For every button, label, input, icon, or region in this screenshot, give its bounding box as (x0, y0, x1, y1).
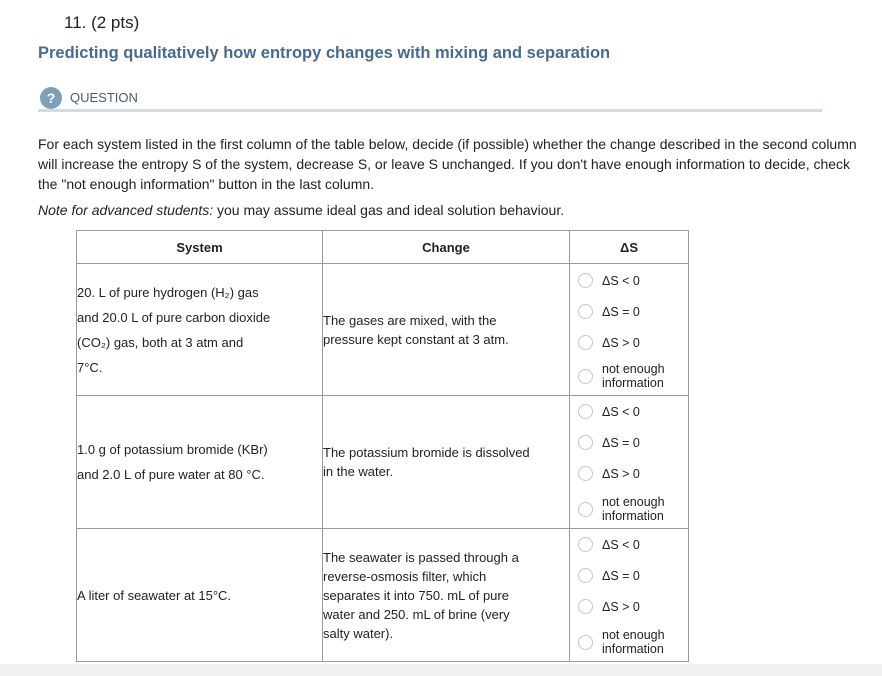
option-not-enough-info[interactable] (578, 628, 682, 656)
note-label: Note for advanced students: (38, 202, 214, 218)
change-cell (323, 264, 570, 396)
header-change: Change (323, 231, 570, 264)
option-label: ΔS = 0 (602, 435, 640, 450)
radio-button[interactable] (578, 599, 593, 614)
system-line: and 2.0 L of pure water at 80 °C. (77, 467, 265, 482)
change-cell (323, 529, 570, 662)
change-line: The gases are mixed, with the (323, 312, 497, 328)
option-label: ΔS > 0 (602, 599, 640, 614)
option-not-enough-info[interactable] (578, 362, 682, 390)
radio-button[interactable] (578, 537, 593, 552)
question-help-icon[interactable]: ? (40, 87, 62, 109)
option-positive[interactable] (578, 466, 640, 481)
table-header-row (77, 231, 689, 264)
note-text: you may assume ideal gas and ideal solution behaviour. (213, 202, 565, 218)
header-delta-s: ΔS (570, 231, 689, 264)
radio-button[interactable] (578, 635, 593, 650)
question-type-label: QUESTION (70, 90, 138, 105)
radio-button[interactable] (578, 404, 593, 419)
system-line: 1.0 g of potassium bromide (KBr) (77, 442, 268, 457)
option-label: ΔS < 0 (602, 273, 640, 288)
option-label: not enough information (602, 362, 665, 390)
change-line: water and 250. mL of brine (very (323, 606, 510, 622)
radio-button[interactable] (578, 568, 593, 583)
delta-s-options (570, 264, 689, 396)
option-label: ΔS < 0 (602, 537, 640, 552)
question-intro: For each system listed in the first column of the table below, decide (if possible) whether the change described in the second column will increase the entropy S of the system, decrease S, or leave S unchanged. If you don't have enough information to decide, check the "not enough information" button in the last column. (38, 136, 857, 192)
change-line: The seawater is passed through a (323, 549, 519, 565)
change-line: in the water. (323, 464, 394, 479)
change-line: The potassium bromide is dissolved (323, 445, 530, 460)
change-cell (323, 396, 570, 529)
question-divider (38, 109, 822, 112)
option-zero[interactable] (578, 304, 640, 319)
radio-button[interactable] (578, 502, 593, 517)
delta-s-options (570, 396, 689, 529)
question-title: Predicting qualitatively how entropy changes with mixing and separation (38, 44, 611, 62)
radio-button[interactable] (578, 304, 593, 319)
header-system: System (77, 231, 323, 264)
table-row (77, 529, 689, 662)
system-line: 7°C. (77, 359, 103, 375)
table-row (77, 264, 689, 396)
option-label: ΔS = 0 (602, 568, 640, 583)
system-cell (77, 529, 323, 662)
option-label: not enough information (602, 628, 665, 656)
delta-s-options (570, 529, 689, 662)
question-number: 11. (2 pts) (64, 13, 140, 32)
change-line: salty water). (323, 625, 394, 641)
entropy-table (76, 230, 689, 662)
radio-button[interactable] (578, 466, 593, 481)
option-label: not enough information (602, 495, 665, 523)
system-cell (77, 396, 323, 529)
option-negative[interactable] (578, 404, 640, 419)
change-line: separates it into 750. mL of pure (323, 587, 509, 603)
radio-button[interactable] (578, 273, 593, 288)
option-label: ΔS > 0 (602, 335, 640, 350)
option-negative[interactable] (578, 537, 640, 552)
system-line: and 20.0 L of pure carbon dioxide (77, 309, 271, 325)
change-line: reverse-osmosis filter, which (323, 568, 487, 584)
option-not-enough-info[interactable] (578, 495, 682, 523)
radio-button[interactable] (578, 335, 593, 350)
change-line: pressure kept constant at 3 atm. (323, 331, 509, 347)
system-line: A liter of seawater at 15°C. (77, 587, 232, 603)
system-cell (77, 264, 323, 396)
system-line: 20. L of pure hydrogen (H₂) gas (77, 284, 259, 300)
radio-button[interactable] (578, 369, 593, 384)
option-label: ΔS > 0 (602, 466, 640, 481)
system-line: (CO₂) gas, both at 3 atm and (77, 334, 244, 350)
option-negative[interactable] (578, 273, 640, 288)
option-label: ΔS = 0 (602, 304, 640, 319)
table-row (77, 396, 689, 529)
option-positive[interactable] (578, 599, 640, 614)
option-zero[interactable] (578, 568, 640, 583)
option-zero[interactable] (578, 435, 640, 450)
question-note (38, 202, 564, 218)
option-label: ΔS < 0 (602, 404, 640, 419)
radio-button[interactable] (578, 435, 593, 450)
page-bottom-edge (0, 664, 882, 676)
option-positive[interactable] (578, 335, 640, 350)
